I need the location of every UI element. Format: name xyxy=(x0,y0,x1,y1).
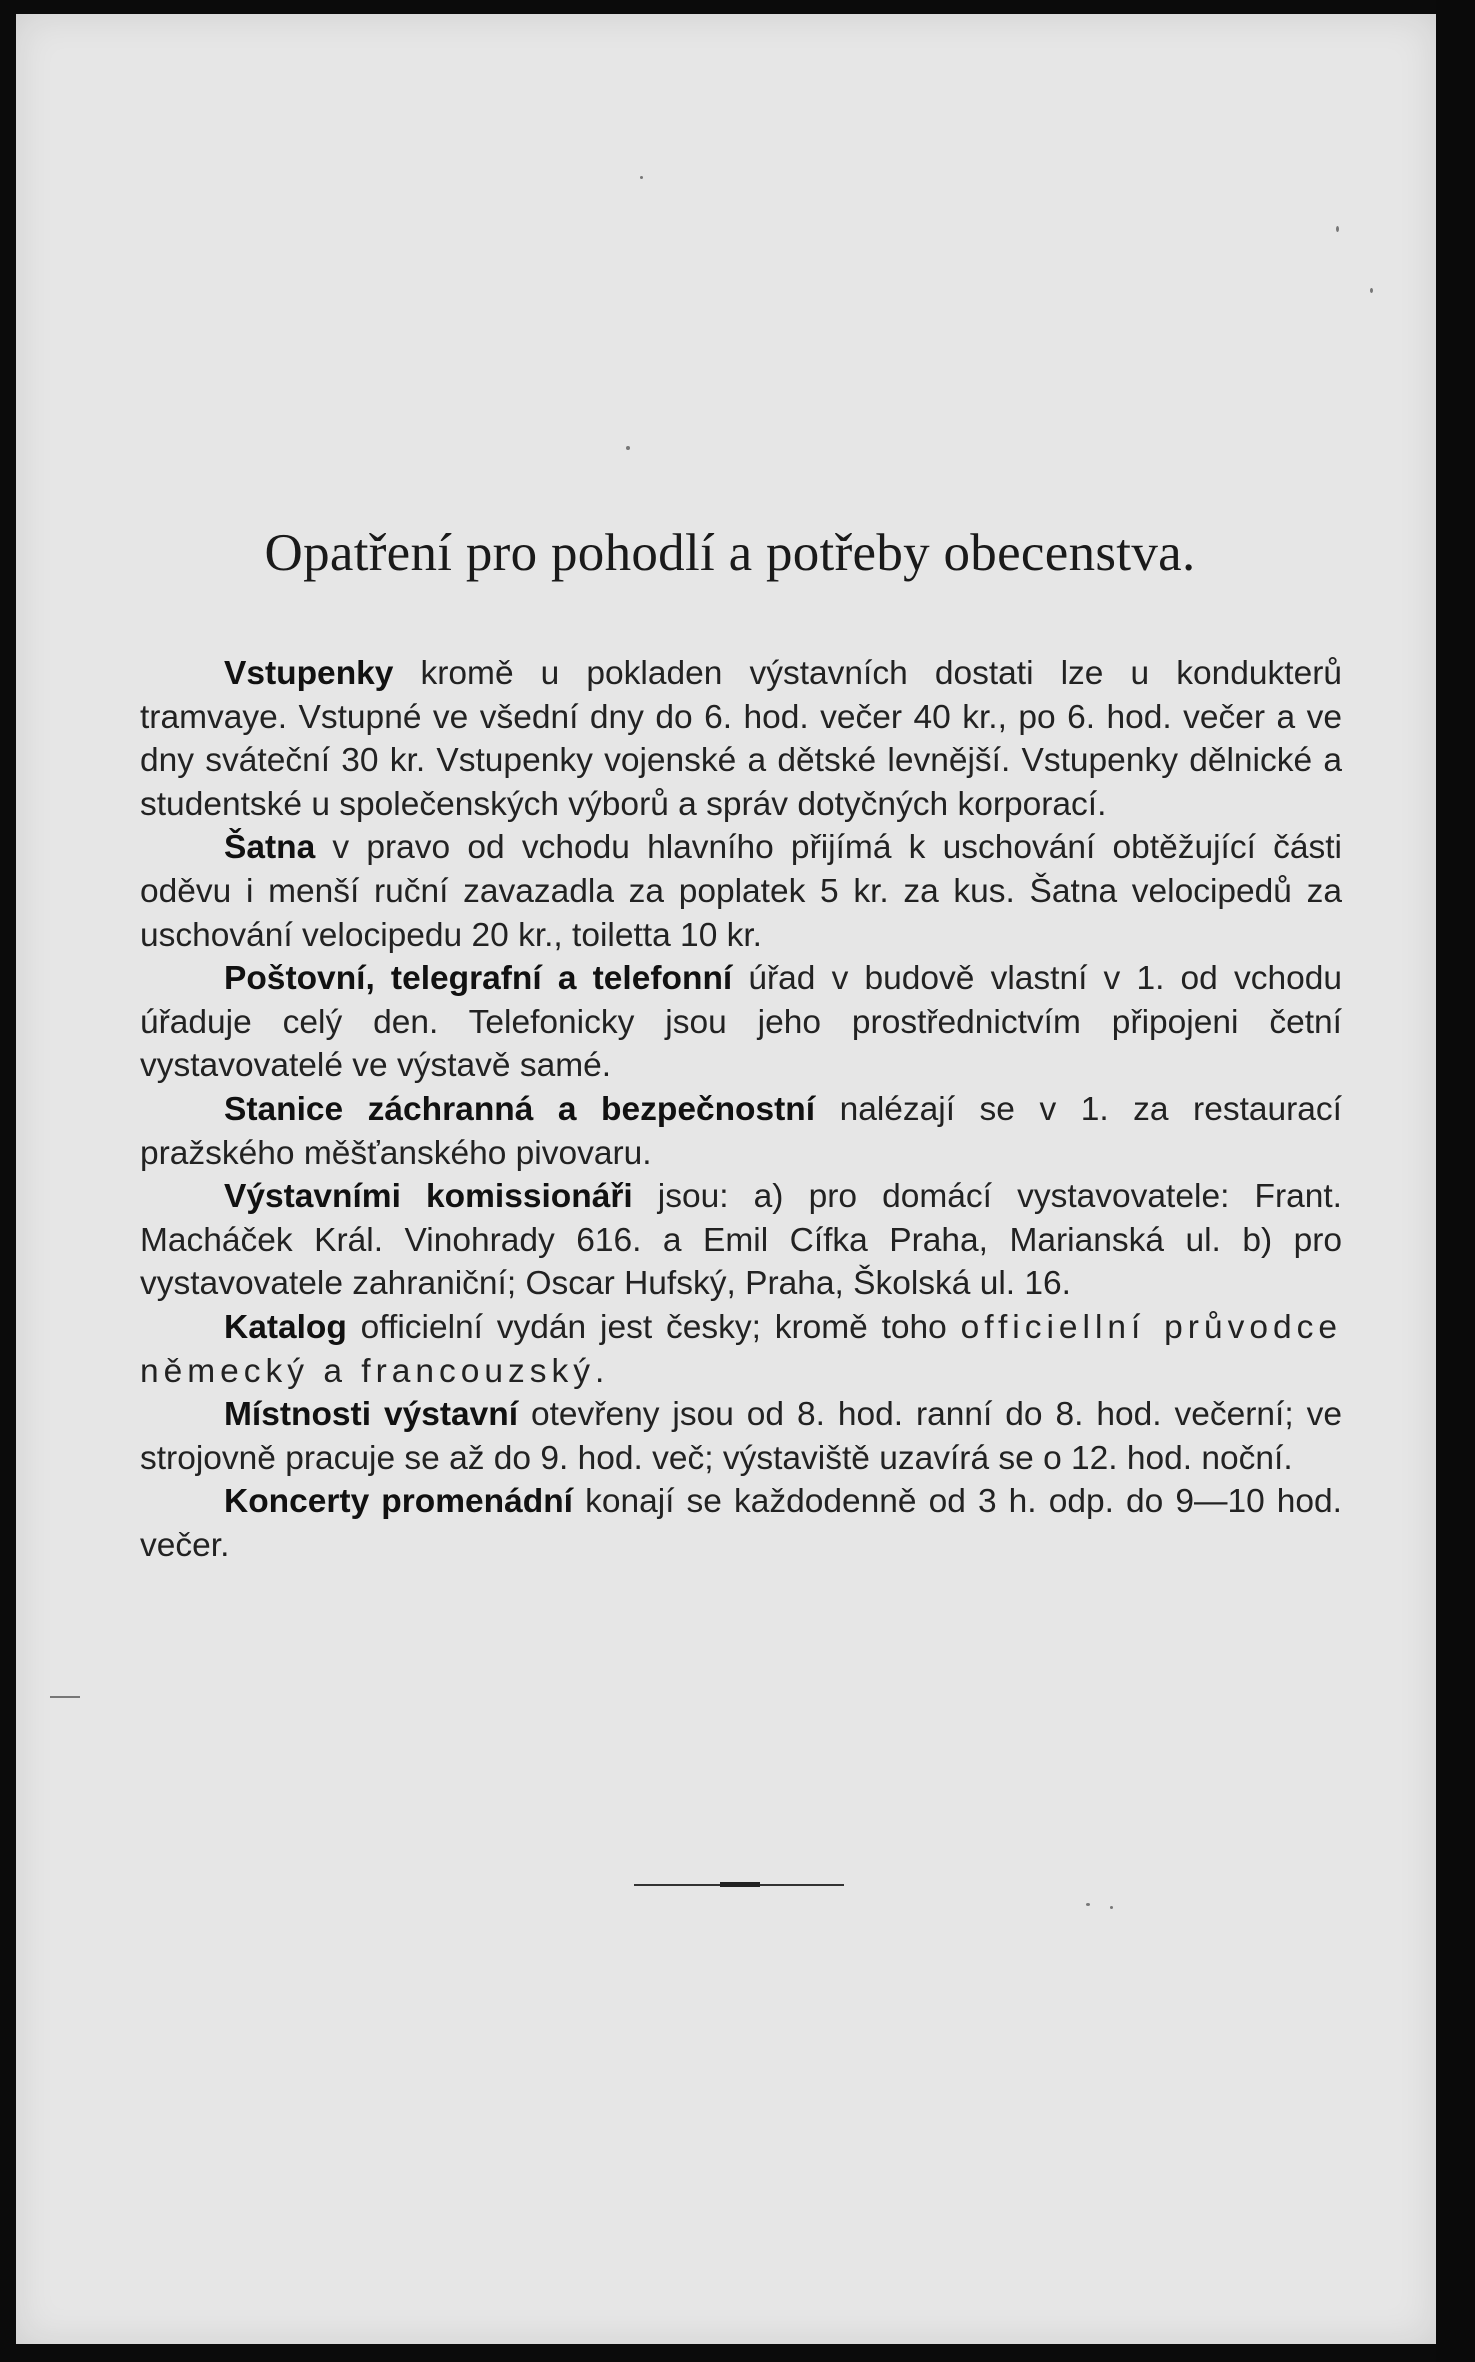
paragraph-text: konají se každodenně od 3 h. odp. do 9—10 hod. večer. xyxy=(140,1483,1342,1564)
scan-speck xyxy=(1086,1903,1090,1906)
paragraph-mistnosti xyxy=(140,1393,1342,1480)
paragraph-text: kromě u pokladen výstavních dostati lze u kondukterů tramvaye. Vstupné ve všední dny do 6. hod. večer 40 kr., po 6. hod. večer a ve dny sváteční 30 kr. Vstupenky vojenské a dětské levnější. Vstupenky dělnické a studentské u společenských výborů a správ dotyčných korporací. xyxy=(140,655,1342,823)
paragraph-satna xyxy=(140,826,1342,957)
paragraph-text: otevřeny jsou od 8. hod. ranní do 8. hod. večerní; ve strojovně pracuje se až do 9. hod. več; výstaviště uzavírá se o 12. hod. noční. xyxy=(140,1396,1342,1477)
scan-edge xyxy=(1436,0,1475,2362)
paragraph-vstupenky xyxy=(140,652,1342,826)
scan-speck xyxy=(50,1696,80,1698)
paragraph-posta xyxy=(140,957,1342,1088)
paragraph-text: jsou: a) pro domácí vystavovatele: Frant. Macháček Král. Vinohrady 616. a Emil Cífka Praha, Marianská ul. b) pro vystavovatele zahraniční; Oscar Hufský, Praha, Školská ul. 16. xyxy=(140,1178,1342,1303)
paragraph-katalog xyxy=(140,1306,1342,1393)
spaced-text: officiellní průvodce německý a francouzský. xyxy=(140,1308,1342,1390)
paragraph-lead: Výstavními komissionáři xyxy=(224,1178,633,1216)
document-body xyxy=(140,652,1342,1567)
scan-speck xyxy=(1370,288,1373,293)
scan-speck xyxy=(640,176,643,179)
paragraph-lead: Koncerty promenádní xyxy=(224,1483,573,1521)
page-title: Opatření pro pohodlí a potřeby obecenstva. xyxy=(264,524,1196,582)
paragraph-text: nalézají se v 1. za restaurací pražského měšťanského pivovaru. xyxy=(140,1090,1342,1172)
paragraph-koncerty xyxy=(140,1480,1342,1567)
paragraph-lead: Poštovní, telegrafní a telefonní xyxy=(224,960,733,998)
scan-speck xyxy=(1110,1906,1113,1909)
paragraph-lead: Stanice záchranná a bezpečnostní xyxy=(224,1090,816,1128)
scan-speck xyxy=(1336,226,1339,232)
paragraph-text: v pravo od vchodu hlavního přijímá k uschování obtěžující části oděvu i menší ruční zavazadla za poplatek 5 kr. za kus. Šatna velocipedů za uschování velocipedu 20 kr., toiletta 10 kr. xyxy=(140,829,1342,954)
paragraph-lead: Katalog xyxy=(224,1308,347,1346)
paragraph-lead: Vstupenky xyxy=(224,655,394,692)
paragraph-komissionari xyxy=(140,1175,1342,1306)
scan-speck xyxy=(626,446,630,450)
closing-rule-ornament xyxy=(720,1882,760,1887)
paragraph-lead: Místnosti výstavní xyxy=(224,1396,519,1434)
paragraph-text: úřad v budově vlastní v 1. od vchodu úřaduje celý den. Telefonicky jsou jeho prostřednictvím připojeni četní vystavovatelé ve výstavě samé. xyxy=(140,960,1342,1085)
paragraph-stanice xyxy=(140,1088,1342,1175)
paragraph-lead: Šatna xyxy=(224,829,316,867)
paragraph-text: officielní vydán jest česky; kromě toho xyxy=(346,1308,961,1346)
